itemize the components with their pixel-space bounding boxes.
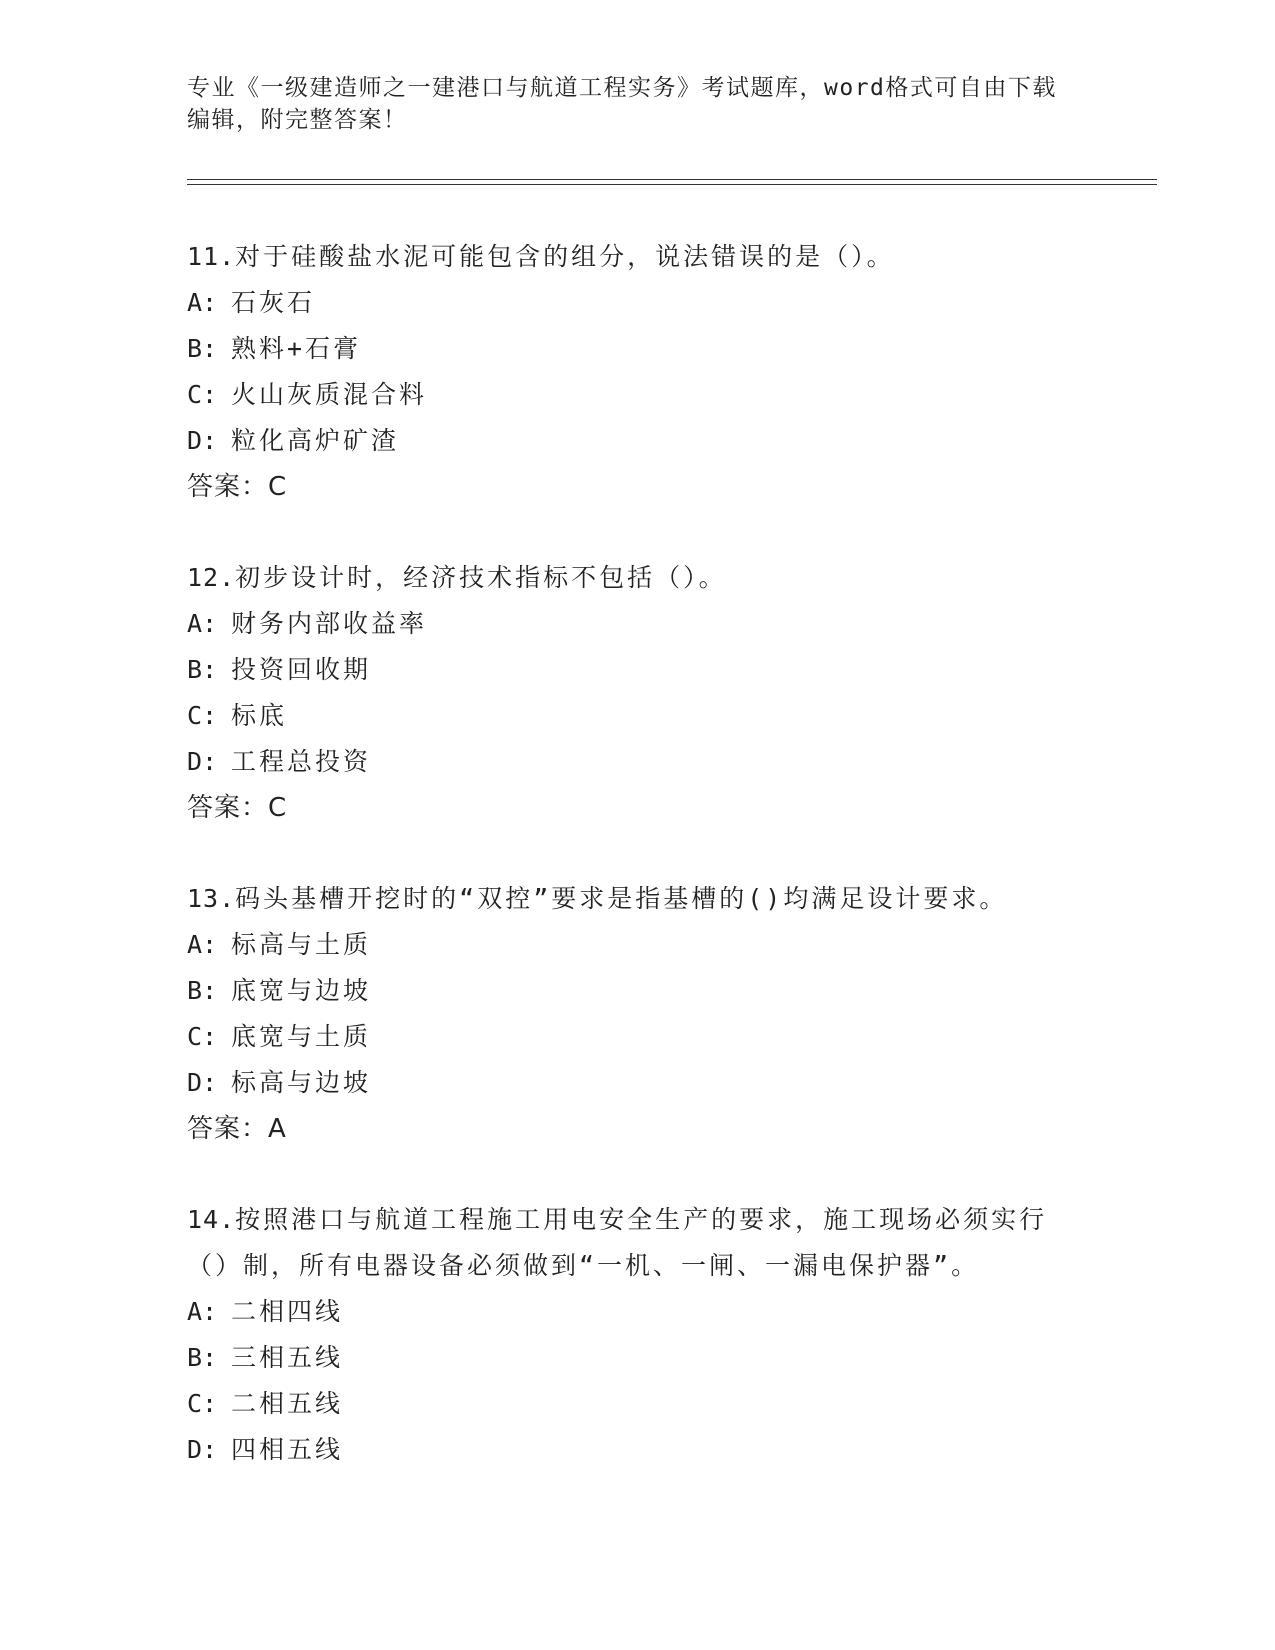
question-text: 对于硅酸盐水泥可能包含的组分，说法错误的是（）。 xyxy=(235,242,895,271)
question-text: 初步设计时，经济技术指标不包括（）。 xyxy=(235,563,727,592)
option-b xyxy=(187,968,1087,1014)
option-letter: A: xyxy=(187,930,218,959)
option-c xyxy=(187,1014,1087,1060)
option-letter: B: xyxy=(187,976,218,1005)
question-stem xyxy=(187,234,1087,280)
option-text: 粒化高炉矿渣 xyxy=(231,426,400,455)
option-d xyxy=(187,739,1087,785)
option-letter: C: xyxy=(187,380,218,409)
option-text: 熟料+石膏 xyxy=(231,334,362,363)
option-b xyxy=(187,1335,1087,1381)
answer: 答案：C xyxy=(187,793,288,823)
option-b xyxy=(187,326,1087,372)
option-text: 四相五线 xyxy=(231,1435,344,1464)
option-letter: A: xyxy=(187,1297,218,1326)
option-b xyxy=(187,647,1087,693)
option-text: 底宽与土质 xyxy=(231,1022,372,1051)
option-text: 标高与土质 xyxy=(231,930,372,959)
option-a xyxy=(187,601,1087,647)
option-c xyxy=(187,1381,1087,1427)
option-text: 底宽与边坡 xyxy=(231,976,372,1005)
header-divider-bottom xyxy=(187,184,1157,185)
option-c xyxy=(187,693,1087,739)
option-text: 标高与边坡 xyxy=(231,1068,372,1097)
answer: 答案：A xyxy=(187,1114,287,1144)
option-letter: D: xyxy=(187,1068,218,1097)
option-text: 石灰石 xyxy=(231,288,316,317)
option-letter: D: xyxy=(187,426,218,455)
document-header xyxy=(187,72,1067,136)
option-letter: C: xyxy=(187,1022,218,1051)
option-letter: C: xyxy=(187,701,218,730)
question-stem xyxy=(187,1197,1087,1243)
question-text: 码头基槽开挖时的“双控”要求是指基槽的()均满足设计要求。 xyxy=(235,884,1008,913)
option-d xyxy=(187,418,1087,464)
header-divider-top xyxy=(187,179,1157,180)
option-letter: A: xyxy=(187,288,218,317)
option-letter: B: xyxy=(187,1343,218,1372)
option-a xyxy=(187,922,1087,968)
option-text: 二相四线 xyxy=(231,1297,344,1326)
option-text: 标底 xyxy=(231,701,288,730)
option-a xyxy=(187,280,1087,326)
option-c xyxy=(187,372,1087,418)
question-list xyxy=(187,234,1087,1518)
question-number: 14. xyxy=(187,1205,236,1234)
question-12 xyxy=(187,555,1087,831)
option-letter: A: xyxy=(187,609,218,638)
question-number: 13. xyxy=(187,884,236,913)
question-number: 11. xyxy=(187,242,236,271)
question-number: 12. xyxy=(187,563,236,592)
option-letter: D: xyxy=(187,1435,218,1464)
question-11 xyxy=(187,234,1087,510)
question-stem-continued: （）制，所有电器设备必须做到“一机、一闸、一漏电保护器”。 xyxy=(187,1251,980,1280)
question-14 xyxy=(187,1197,1087,1473)
question-13 xyxy=(187,876,1087,1152)
option-letter: B: xyxy=(187,655,218,684)
option-text: 三相五线 xyxy=(231,1343,344,1372)
option-text: 二相五线 xyxy=(231,1389,344,1418)
option-text: 工程总投资 xyxy=(231,747,372,776)
answer: 答案：C xyxy=(187,472,288,502)
option-d xyxy=(187,1427,1087,1473)
option-letter: C: xyxy=(187,1389,218,1418)
option-letter: B: xyxy=(187,334,218,363)
option-d xyxy=(187,1060,1087,1106)
header-line-2: 编辑，附完整答案！ xyxy=(187,107,408,133)
header-line-1: 专业《一级建造师之一建港口与航道工程实务》考试题库，word格式可自由下载 xyxy=(187,75,1057,101)
option-text: 财务内部收益率 xyxy=(231,609,428,638)
question-text: 按照港口与航道工程施工用电安全生产的要求，施工现场必须实行 xyxy=(235,1205,1048,1234)
option-letter: D: xyxy=(187,747,218,776)
question-stem xyxy=(187,555,1087,601)
question-stem xyxy=(187,876,1087,922)
option-text: 投资回收期 xyxy=(231,655,372,684)
option-a xyxy=(187,1289,1087,1335)
option-text: 火山灰质混合料 xyxy=(231,380,428,409)
